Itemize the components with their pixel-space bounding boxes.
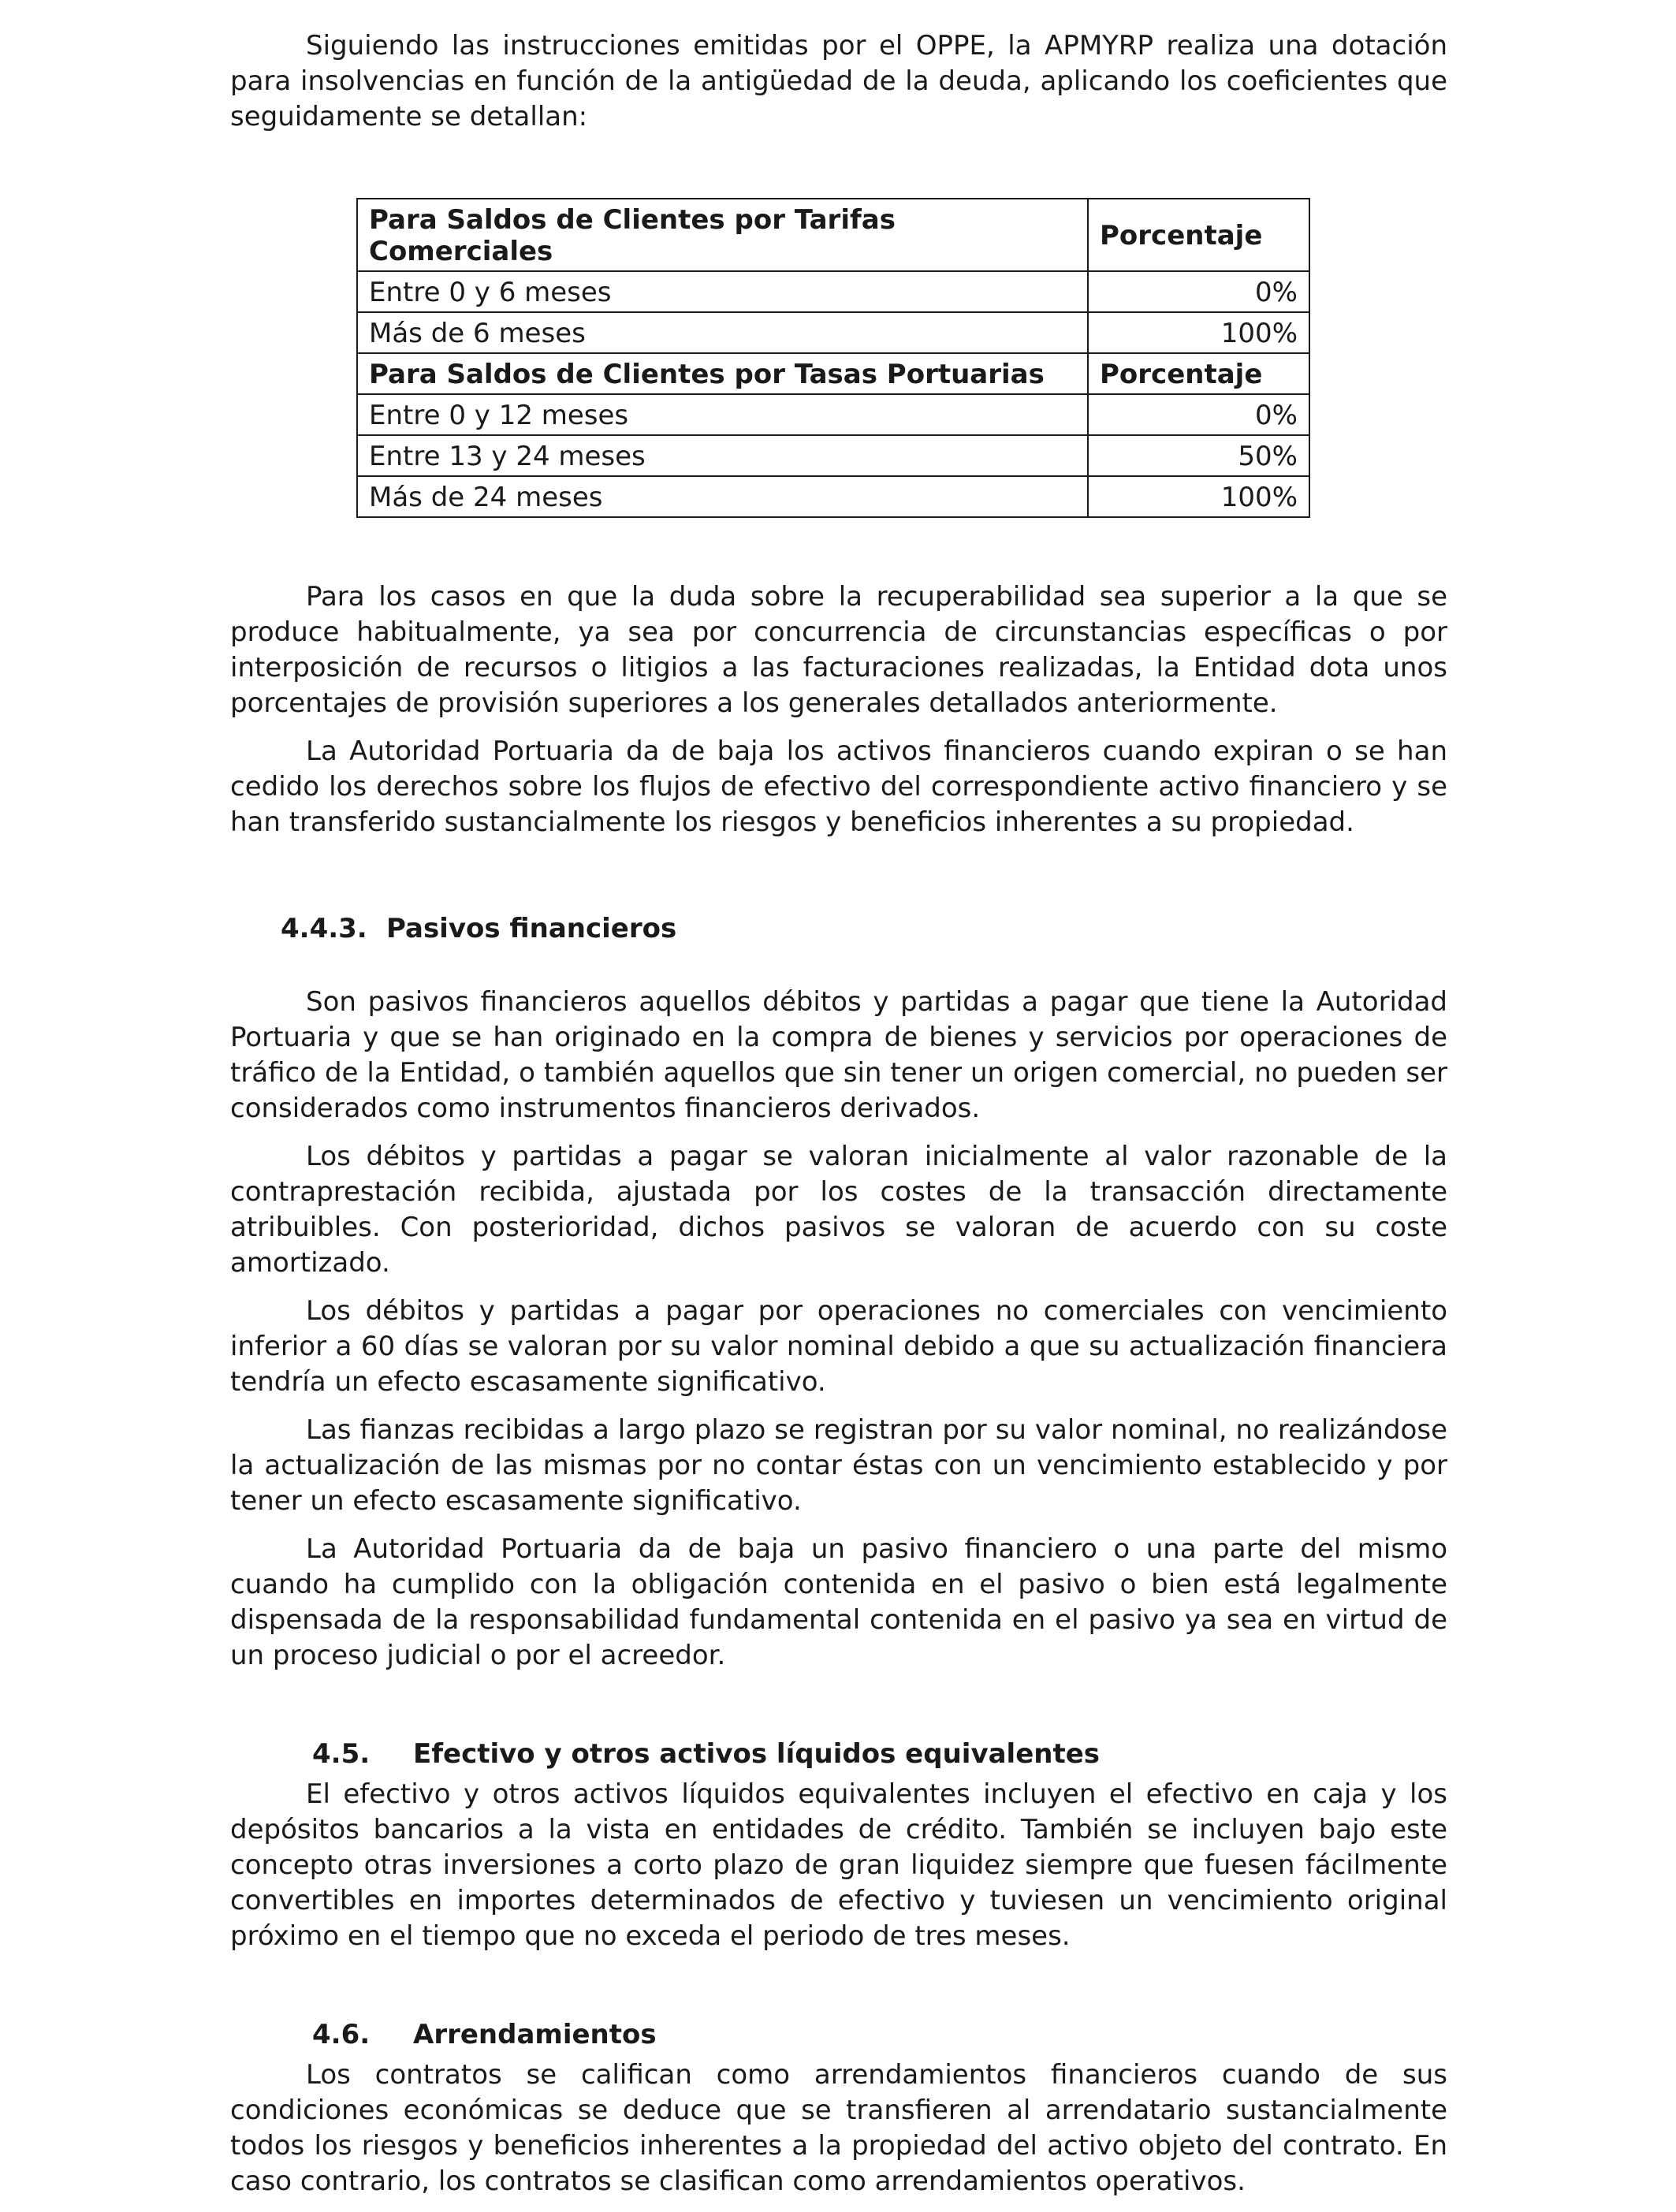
paragraph: Son pasivos financieros aquellos débitos y partidas a pagar que tiene la Autoridad Portuaria y que se han originado en la compra de bienes y servicios por operaciones de tráfico de la Entidad, o también aquellos que sin tener un origen comercial, no pueden ser considerados como instrumentos financieros derivados. <box>230 986 1447 1124</box>
paragraph: La Autoridad Portuaria da de baja los activos financieros cuando expiran o se han cedido los derechos sobre los flujos de efectivo del correspondiente activo financiero y se han transferido sustancialmente los riesgos y beneficios inherentes a su propiedad. <box>230 735 1447 838</box>
table-header-row <box>357 353 1309 394</box>
table-row <box>357 435 1309 476</box>
row-label: Entre 13 y 24 meses <box>357 435 1088 476</box>
row-pct: 50% <box>1088 435 1309 476</box>
paragraph: Los contratos se califican como arrendamientos financieros cuando de sus condiciones económicas se deduce que se transfieren al arrendatario sustancialmente todos los riesgos y beneficios inherentes a la propiedad del activo objeto del contrato. En caso contrario, los contratos se clasifican como arrendamientos operativos. <box>230 2059 1447 2197</box>
section-number: 4.5. <box>312 1738 371 1770</box>
table-header-label: Para Saldos de Clientes por Tasas Portuarias <box>357 353 1088 394</box>
paragraph: El efectivo y otros activos líquidos equivalentes incluyen el efectivo en caja y los depósitos bancarios a la vista en entidades de crédito. También se incluyen bajo este concepto otras inversiones a corto plazo de gran liquidez siempre que fuesen fácilmente convertibles en importes determinados de efectivo y tuviesen un vencimiento original próximo en el tiempo que no exceda el periodo de tres meses. <box>230 1778 1447 1952</box>
row-label: Más de 6 meses <box>357 312 1088 353</box>
table-header-pct: Porcentaje <box>1088 353 1309 394</box>
table-row <box>357 394 1309 435</box>
section-title: Pasivos financieros <box>386 913 677 944</box>
insolvency-coefficients-table <box>356 198 1310 518</box>
paragraph: La Autoridad Portuaria da de baja un pasivo financiero o una parte del mismo cuando ha cumplido con la obligación contenida en el pasivo o bien está legalmente dispensada de la responsabilidad fundamental contenida en el pasivo ya sea en virtud de un proceso judicial o por el acreedor. <box>230 1533 1447 1671</box>
section-number: 4.6. <box>312 2019 371 2050</box>
table-row <box>357 312 1309 353</box>
row-label: Entre 0 y 12 meses <box>357 394 1088 435</box>
paragraph: Las fianzas recibidas a largo plazo se registran por su valor nominal, no realizándose la actualización de las mismas por no contar éstas con un vencimiento establecido y por tener un efecto escasamente significativo. <box>230 1414 1447 1517</box>
row-pct: 0% <box>1088 271 1309 312</box>
table-row <box>357 271 1309 312</box>
table-header-label: Para Saldos de Clientes por Tarifas Comerciales <box>357 199 1088 271</box>
intro-paragraph: Siguiendo las instrucciones emitidas por el OPPE, la APMYRP realiza una dotación para insolvencias en función de la antigüedad de la deuda, aplicando los coeficientes que seguidamente se detallan: <box>230 30 1447 132</box>
section-heading-4-5 <box>312 1737 1447 1772</box>
table-header-row <box>357 199 1309 271</box>
row-label: Más de 24 meses <box>357 476 1088 517</box>
section-heading-4-6 <box>312 2017 1447 2053</box>
table-row <box>357 476 1309 517</box>
section-heading-4-4-3 <box>281 911 1447 947</box>
row-pct: 100% <box>1088 312 1309 353</box>
paragraph: Para los casos en que la duda sobre la recuperabilidad sea superior a la que se produce habitualmente, ya sea por concurrencia de circunstancias específicas o por interposición de recursos o litigios a las facturaciones realizadas, la Entidad dota unos porcentajes de provisión superiores a los generales detallados anteriormente. <box>230 581 1447 719</box>
paragraph: Los débitos y partidas a pagar se valoran inicialmente al valor razonable de la contraprestación recibida, ajustada por los costes de la transacción directamente atribuibles. Con posterioridad, dichos pasivos se valoran de acuerdo con su coste amortizado. <box>230 1141 1447 1279</box>
table-header-pct: Porcentaje <box>1088 199 1309 271</box>
row-pct: 0% <box>1088 394 1309 435</box>
section-title: Efectivo y otros activos líquidos equivalentes <box>413 1738 1101 1770</box>
section-number: 4.4.3. <box>281 913 367 944</box>
row-label: Entre 0 y 6 meses <box>357 271 1088 312</box>
section-title: Arrendamientos <box>413 2019 657 2050</box>
paragraph: Los débitos y partidas a pagar por operaciones no comerciales con vencimiento inferior a 60 días se valoran por su valor nominal debido a que su actualización financiera tendría un efecto escasamente significativo. <box>230 1295 1447 1398</box>
page-content <box>230 28 1447 2212</box>
row-pct: 100% <box>1088 476 1309 517</box>
